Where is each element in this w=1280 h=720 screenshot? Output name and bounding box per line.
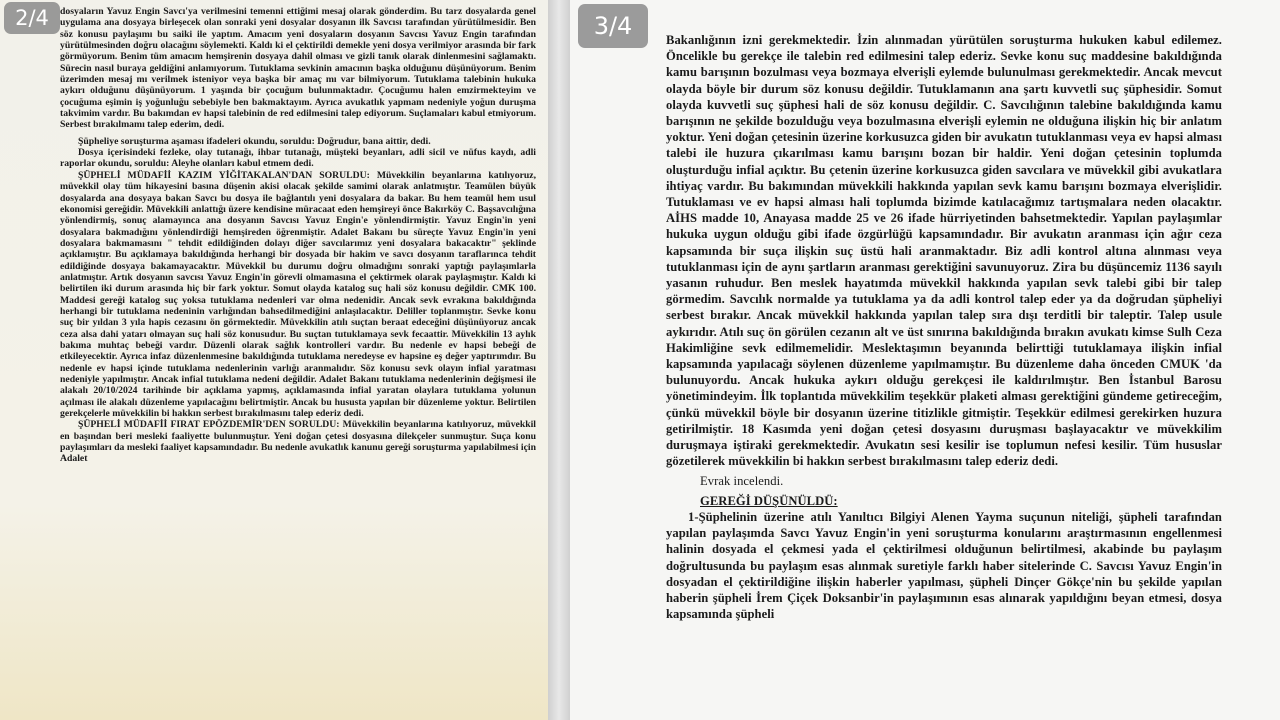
paragraph-1: dosyaların Yavuz Engin Savcı'ya verilmesini temenni ettiğimi mesaj olarak gönderdim. Bu tarz dosyalarda genel uygulama ana dosyaya birleşecek olan sonraki yeni dosyalar dosyanın ilk Savcısı tarafından yürütülmesidir. Ben söz konusu paylaşımı bu saiki ile yaptım. Amacım yeni dosyaların dosyanın Savcısı Yavuz Engin tarafından yürütülmesinden doğru olacağını söylemekti. Kaldı ki el çektirildi demekle yeni dosya verilmiyor arasında bir fark görmüyorum. Benim tüm amacım hemşirenin dosyaya dahil olması ve gizli tanık olarak dinlenmesini sağlamaktı. Sürecin nasıl buraya geldiğini anlamıyorum. Tutuklama sevkinin amacının başka olduğunu düşünüyorum. Benim üzerimden mesaj mı verilmek isteniyor veya başka bir amaç mı var bilmiyorum. Tutuklama talebinin hukuka aykırı olduğunu düşünüyorum. 1 yaşında bir çocuğum bulunmaktadır. Çocuğumu halen emzirmekteyim ve çocuğuma eşimin iş yoğunluğu sebebiyle ben bakmaktayım. Ayrıca avukatlık yapmam nedeniyle yoğun duruşma takvimim vardır. Bu bakımdan ev hapsi talebinin de red edilmesini talep ediyorum. Suçlamaları kabul etmiyorum. Serbest bırakılmamı talep ederim, dedi. (60, 6, 536, 131)
page-2-text (60, 6, 536, 465)
paragraph-3: Dosya içerisindeki fezleke, olay tutanağı, ihbar tutanağı, müşteki beyanları, adli sicil ve nüfus kaydı, adli raporlar okundu, soruldu: Aleyhe olanları kabul etmem dedi. (60, 147, 536, 170)
document-page-2 (0, 0, 548, 720)
evrak-line: Evrak incelendi. (700, 474, 784, 489)
page-gap (548, 0, 570, 720)
paragraph-2: Şüpheliye soruşturma aşaması ifadeleri okundu, soruldu: Doğrudur, bana aittir, dedi. (78, 135, 431, 147)
page-counter-badge: 2/4 (4, 2, 60, 34)
page-3-text (666, 32, 1222, 622)
page-counter-badge: 3/4 (578, 4, 648, 48)
main-paragraph: Bakanlığının izni gerekmektedir. İzin alınmadan yürütülen soruşturma hukuken kabul edilemez. Öncelikle bu gerekçe ile talebin red edilmesini talep ederiz. Sevke konu suç maddesine bakıldığında kamu barışının bozulması veya bozmaya elverişli eylemde bulunulması gerekmektedir. Ancak mevcut olayda böyle bir durum söz konusu değildir. Tutuklamanın ana şartı kuvvetli suç şüphesidir. Somut olayda kuvvetli suç şüphesi hali de söz konusu değildir. C. Savcılığının talebine bakıldığında kamu barışının ne şekilde bozulduğu veya bozulmasına elverişli eylemin ne olduğuna ilişkin hiç bir anlatım yoktur. Yeni doğan çetesinin üzerine korkusuzca giden bir avukatın tutuklanması veya ev hapsi alması talebi ile huzura çıkarılması kamu barışını bozan bir haldir. Yeni doğan çetesinin toplumda oluşturduğu infial açıktır. Bu çetenin üzerine korkusuzca giden savcılara ve müvekkil gibi avukatlara ihtiyaç vardır. Bu bakımından müvekkili hakkında yapılan sevk kamu barışını bozmaya elverişlidir. Tutuklaması ve ev hapsi alması hali toplumda bizimde katılacağımız tartışmalara neden olacaktır. AİHS madde 10, Anayasa madde 25 ve 26 ifade hürriyetinden bahsetmektedir. Yapılan paylaşımlar hukuka uygun olduğu gibi ifade özgürlüğü kapsamındadır. Bir avukatın aranması için ağır ceza kapsamında bir suça ilişkin suç üstü hali aranmaktadır. Biz adli kontrol altına alınması veya tutuklanması için de aynı şartların aranması gerektiğini savunuyoruz. Zira bu düşüncemiz 1136 sayılı yasanın ruhudur. Ben meslek hayatımda müvekkil hakkında yapılan sevk talebi gibi bir talep görmedim. Savcılık normalde ya tutuklama ya da adli kontrol talep eder ya da doğrudan şüpheliyi serbest bırakır. Ancak müvekkil hakkında yapılan talep sıra dışı terditli bir taleptir. Talep usule aykırıdır. Atılı suç ön görülen cezanın alt ve üst sınırına bakıldığında bırakın avukatı kimse Sulh Ceza Hakimliğine sevk edilmemelidir. Meslektaşımın beyanında belirttiği tutuklamaya ilişkin infial kapsamında yapılacağı söylenen düzenleme yapılmamıştır. Bu düzenleme daha önceden CMUK 'da bulunuyordu. Ancak hukuka aykırı olduğu gerekçesi ile kaldırılmıştır. Ben İstanbul Barosu yönetimindeyim. İlk toplantıda müvekkilim teşekkür plaketi alması gerektiğini gündeme getireceğim, çünkü müvekkil böyle bir dosyanın üzerine titizlikle gitmiştir. Teşekkür edilmesi gerekirken huzura getirilmiştir. 18 Kasımda yeni doğan çetesi dosyasını duruşması başlayacaktır ve müvekkilim duruşmaya iştiraki gerekmektedir. Avukatın sesi kesilir ise toplumun nefesi kesilir. Tüm hususlar gözetilerek müvekkilin bi hakkın serbest bırakılmasını talep ederiz dedi. (666, 33, 1222, 469)
paragraph-4: ŞÜPHELİ MÜDAFİİ KAZIM YİĞİTAKALAN'DAN SORULDU: Müvekkilin beyanlarına katılıyoruz, müvekkil olay tüm hikayesini basına düşenin akisi olacak şekilde samimi olarak anlatmıştır. Teamülen büyük dosyalarda ana dosyaya bakan Savcı bu dosya ile bağlantılı yeni dosyalara da bakar. Bu hem teamül hem usul ekonomisi gereğidir. Müvekkili anlattığı üzere kendisine müracaat eden hemşireyi önce Bakırköy C. Başsavcılığına yönlendirmiş, sonuç alamayınca ana dosyanın Savcısı Yavuz Engin'e yönlendirmiştir. Yavuz Engin'in yeni dosyalara bakmadığını yönlendirdiği hemşireden öğrenmiştir. Adalet Bakanı bu süreçte Yavuz Engin'in yeni dosyalara bakmamasını " tehdit edildiğinden dolayı diğer savcılarımız yeni dosyalara bakacaktır" şeklinde açıklamıştır. Bu açıklamaya bakıldığında herhangi bir dosyada bir hakim ve savcı dosyanın taraflarınca tehdit edildiğinde dosyaya bakamayacaktır. Müvekkil bu durumu doğru olmadığını sonraki yaptığı paylaşımlarla anlatmıştır. Artık dosyanın savcısı Yavuz Engin'in görevli olmamasına el çektirmek olarak paylaşmıştır. Kaldı ki belirtilen iki durum arasında hiç bir fark yoktur. Somut olayda katalog suç hali söz konusu değildir. CMK 100. Maddesi gereği katalog suç yoksa tutuklama nedenleri var olma nedenidir. Ancak sevk evrakına bakıldığında herhangi bir tutuklama nedeninin varlığından bahsedilmediğini anlaşılacaktır. Deliller toplanmıştır. Sevke konu suç bir yıldan 3 yıla hapis cezasını ön görmektedir. Müvekkilin atılı suçtan beraat edeceğini düşünüyoruz ancak ceza alsa dahi yatarı olmayan suç hali söz konusudur. Bu suçtan tutuklamaya sevk fecaattir. Müvekkilin 13 aylık bakıma muhtaç bebeği vardır. Düzenli olarak sağlık kontrolleri vardır. Bu nedenle ev hapsi bebeği de etkileyecektir. Ayrıca infaz düzenlenmesine bakıldığında tutuklama neredeyse ev hapsine eş değer yaptırımdır. Bu nedenle ev hapsi içinde tutuklama nedenlerinin varlığı aranmalıdır. Söz konusu sevk olayın infial yaratması nedeniyle yapılmıştır. Ancak infial tutuklama nedeni değildir. Adalet Bakanı tutuklama nedenlerinin değişmesi ile alakalı 20/10/2024 tarihinde bir açıklama yapmış, açıklamasında infial yaratan olaylara tutuklama yolunun açılması ile alakalı düzenleme yapılacağını belirtmiştir. Ancak bu hususta yapılan bir düzenleme yoktur. Belirtilen gerekçelerle müvekkilin bi hakkın serbest bırakılmasını talep ederiz dedi. (60, 169, 536, 420)
section-heading: GEREĞİ DÜŞÜNÜLDÜ: (700, 493, 838, 508)
paragraph-5: ŞÜPHELİ MÜDAFİİ FIRAT EPÖZDEMİR'DEN SORULDU: Müvekkilin beyanlarına katılıyoruz, müvekkil en başından beri mesleki faaliyette bulunmuştur. Yeni doğan çetesi dosyasına dilekçeler sunmuştur. Suça konu paylaşımları da mesleki faaliyet kapsamındadır. Bu nedenle avukatlık kanunu gereği soruşturma yapılabilmesi için Adalet (60, 419, 536, 465)
document-page-3 (570, 0, 1280, 720)
final-paragraph: 1-Şüphelinin üzerine atılı Yanıltıcı Bilgiyi Alenen Yayma suçunun niteliği, şüpheli tarafından yapılan paylaşımda Savcı Yavuz Engin'in yeni soruşturma konularını araştırmasının engellenmesi halinin dosyada el çekmesi yada el çektirilmesi olduğunun belirtilmesi, akabinde bu paylaşım doğrultusunda bu paylaşım esas alınmak suretiyle farklı haber sitelerinde C. Savcısı Yavuz Engin'in dosyadan el çektirildiğine ilişkin haberler yapılması, şüpheli Dinçer Gökçe'nin bu şekilde yapılan haberin şüpheli İrem Çiçek Doksanbir'in paylaşımının esas alınarak yapıldığını beyan etmesi, dosya kapsamında şüpheli (666, 509, 1222, 622)
